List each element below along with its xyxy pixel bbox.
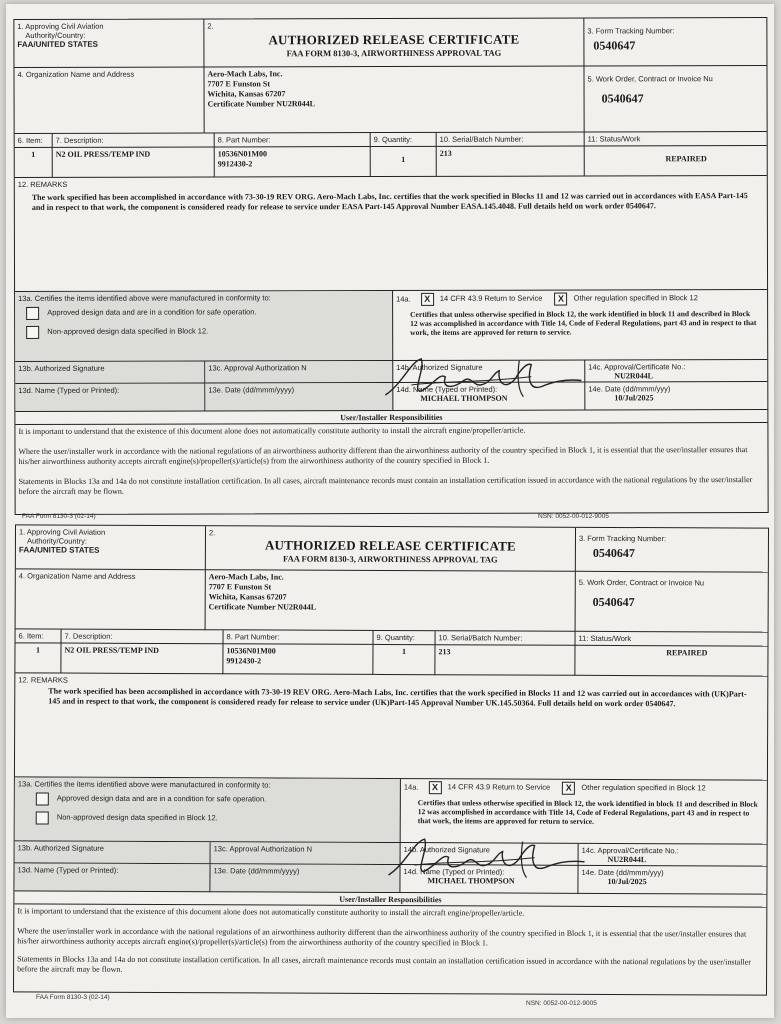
- block-11-label: 11: Status/Work: [585, 132, 767, 146]
- block-7-label: 7. Description:: [62, 630, 224, 645]
- form-2-footer-left: FAA Form 8130-3 (02-14): [36, 994, 110, 1001]
- checkbox-other-regulation[interactable]: X: [562, 782, 575, 795]
- form-title: AUTHORIZED RELEASE CERTIFICATE: [268, 31, 520, 48]
- block-14b-label: 14b. Authorized Signature: [396, 362, 483, 372]
- block-14a-statement: Certifies that unless otherwise specified in Block 12, the work identified in block 11 and described in Block 12 was accomplished in accordance with Title 14, Code of Federal Regulations, part 43 and in respect to that work, the items are approved for return to service.: [417, 798, 758, 826]
- block-13a-label: 13a. Certifies the items identified above were manufactured in conformity to:: [18, 293, 271, 303]
- block-4-label: 4. Organization Name and Address: [18, 571, 136, 581]
- block-10-label: 10. Serial/Batch Number:: [437, 132, 585, 146]
- block-1: [14, 19, 204, 67]
- item-description: N2 OIL PRESS/TEMP IND: [61, 644, 223, 675]
- responsibility-paragraph-2: Where the user/installer work in accordance with the national regulations of an airworthiness authority different than the airworthiness authority of the country specified in Block 1, it is essential that the user/installer ensures that his/her airworthiness authority accepts aircraft engine(s)/propeller(s)/article(s) from the airworthiness authority of the country specified in Block 1.: [17, 926, 747, 948]
- block-13d: 13d. Name (Typed or Printed):: [14, 863, 210, 892]
- responsibilities-title: User/Installer Responsibilities: [14, 891, 766, 907]
- org-city: Wichita, Kansas 67207: [207, 89, 286, 99]
- org-name: Aero-Mach Labs, Inc.: [207, 69, 283, 79]
- block-13a-label: 13a. Certifies the items identified above were manufactured in conformity to:: [17, 779, 271, 790]
- block-14a-label: 14a.: [396, 294, 411, 304]
- block-4-label-cell: [16, 569, 206, 630]
- part-number: [215, 147, 371, 177]
- block-8-label: 8. Part Number:: [224, 630, 374, 645]
- block-13c: 13c. Approval Authorization N: [211, 842, 401, 865]
- org-city: Wichita, Kansas 67207: [208, 592, 287, 602]
- non-approved-design-label: Non-approved design data specified in Block 12.: [56, 813, 218, 823]
- block-14c-label: 14c. Approval/Certificate No.:: [581, 845, 679, 856]
- block-1-label-2: Authority/Country:: [26, 536, 88, 546]
- part-number-2: 9912430-2: [226, 656, 262, 666]
- form-tracking-number: 0540647: [592, 545, 635, 561]
- block-14d-label: 14d. Name (Typed or Printed):: [403, 867, 505, 877]
- quantity: 1: [371, 147, 437, 177]
- block-14e: [578, 866, 766, 895]
- org-street: 7707 E Funston St: [207, 79, 271, 89]
- return-to-service-label: 14 CFR 43.9 Return to Service: [439, 294, 543, 304]
- responsibility-paragraph-2: Where the user/installer work in accordance with the national regulations of an airworthiness authority different than the airworthiness authority of the country specified in Block 1, it is essential that the user/installer ensures that his/her airworthiness authority accepts aircraft engine(s)/propeller(s)/article(s) from the airworthiness authority of the country specified in Block 1.: [18, 445, 748, 466]
- form-subtitle: FAA FORM 8130-3, AIRWORTHINESS APPROVAL TAG: [286, 47, 502, 59]
- handwritten-signature: [384, 833, 594, 882]
- block-14d-label: 14d. Name (Typed or Printed):: [396, 384, 498, 394]
- responsibilities-title: User/Installer Responsibilities: [15, 410, 767, 425]
- block-1: [16, 525, 206, 570]
- block-7-label: 7. Description:: [53, 133, 215, 147]
- organization-address: [204, 66, 584, 133]
- block-6-label: 6. Item:: [16, 629, 62, 643]
- non-approved-design-label: Non-approved design data specified in Block 12.: [47, 326, 209, 337]
- signature-date: 10/Jul/2025: [607, 876, 647, 887]
- approval-certificate-number: NU2R044L: [614, 371, 653, 381]
- part-number-1: 10536N01M00: [217, 149, 268, 159]
- checkbox-approved-design[interactable]: [36, 792, 49, 805]
- signature-date: 10/Jul/2025: [614, 393, 654, 403]
- org-name: Aero-Mach Labs, Inc.: [208, 572, 284, 582]
- block-14c: [579, 844, 767, 867]
- approving-authority: FAA/UNITED STATES: [18, 545, 100, 555]
- block-14b-label: 14b. Authorized Signature: [403, 845, 490, 855]
- approving-authority: FAA/UNITED STATES: [17, 39, 99, 49]
- remarks-text: The work specified has been accomplished in accordance with 73-30-19 REV ORG. Aero-Mach Labs, Inc. certifies that the work specified in Blocks 11 and 12 was carried out in accordances with EASA Part-145 and in respect to that work, the component is considered ready for release to service under EASA Part-145 Approval Number EASA.145.4048. Full details held on work order 0540647.: [31, 191, 748, 212]
- item-number: 1: [15, 148, 53, 178]
- block-2-label: 2.: [208, 528, 216, 538]
- block-9-label: 9. Quantity:: [371, 133, 437, 147]
- work-order-number: 0540647: [601, 91, 644, 106]
- block-13d: 13d. Name (Typed or Printed):: [15, 383, 205, 411]
- checkbox-non-approved-design[interactable]: [26, 326, 39, 339]
- block-5: [584, 66, 766, 132]
- block-1-label: 1. Approving Civil Aviation: [17, 21, 104, 31]
- block-2: [204, 18, 584, 67]
- release-certificate-easa: [13, 17, 768, 515]
- return-to-service-label: 14 CFR 43.9 Return to Service: [447, 782, 551, 793]
- org-street: 7707 E Funston St: [208, 582, 272, 592]
- block-12-label: 12. REMARKS: [17, 179, 68, 189]
- block-14c: [585, 360, 767, 382]
- responsibility-paragraph-1: It is important to understand that the existence of this document alone does not automatically constitute authority to install the aircraft engine/propeller/article.: [17, 906, 525, 918]
- work-order-number: 0540647: [592, 594, 635, 610]
- checkbox-other-regulation[interactable]: X: [555, 293, 568, 306]
- block-5-label: 5. Work Order, Contract or Invoice Nu: [587, 74, 713, 84]
- block-13e: 13e. Date (dd/mmm/yyyy): [205, 383, 393, 411]
- block-13a: [15, 291, 393, 362]
- work-status: REPAIRED: [585, 146, 767, 176]
- work-status: REPAIRED: [575, 646, 767, 677]
- block-8-label: 8. Part Number:: [215, 133, 371, 147]
- checkbox-14cfr-43-9[interactable]: X: [429, 781, 442, 794]
- item-description: N2 OIL PRESS/TEMP IND: [53, 147, 215, 177]
- block-14a-label: 14a.: [403, 782, 419, 792]
- part-number-1: 10536N01M00: [226, 646, 276, 656]
- approved-design-label: Approved design data and are in a condition for safe operation.: [56, 794, 267, 804]
- form-subtitle: FAA FORM 8130-3, AIRWORTHINESS APPROVAL TAG: [283, 553, 498, 565]
- part-number-2: 9912430-2: [217, 159, 253, 169]
- block-4-label-cell: [14, 67, 204, 133]
- responsibility-paragraph-1: It is important to understand that the existence of this document alone does not automatically constitute authority to install the aircraft engine/propeller/article.: [18, 425, 526, 436]
- handwritten-signature: [381, 354, 591, 401]
- paper-sheet: [6, 4, 774, 1018]
- block-2: [206, 526, 576, 572]
- checkbox-non-approved-design[interactable]: [36, 811, 49, 824]
- other-regulation-label: Other regulation specified in Block 12: [581, 783, 706, 793]
- release-certificate-uk: [13, 524, 769, 995]
- form-1-footer-right: NSN: 0052-00-012-9005: [538, 513, 609, 520]
- block-1-label: 1. Approving Civil Aviation: [18, 527, 106, 537]
- block-3: [576, 528, 768, 573]
- block-14a: [393, 290, 767, 361]
- form-2-footer-right: NSN: 0052-00-012-9005: [526, 1000, 597, 1007]
- block-4-label: 4. Organization Name and Address: [17, 69, 135, 79]
- block-3: [584, 18, 766, 66]
- responsibilities-body: [15, 423, 767, 514]
- block-10-label: 10. Serial/Batch Number:: [436, 631, 576, 646]
- block-13e: 13e. Date (dd/mmm/yyyy): [210, 864, 400, 893]
- signer-name: MICHAEL THOMPSON: [420, 393, 508, 403]
- approved-design-label: Approved design data and are in a condition for safe operation.: [47, 307, 257, 318]
- item-number: 1: [15, 643, 61, 673]
- block-14e: [585, 382, 767, 410]
- checkbox-14cfr-43-9[interactable]: X: [421, 293, 434, 306]
- block-13c: 13c. Approval Authorization N: [205, 361, 393, 383]
- block-3-label: 3. Form Tracking Number:: [578, 533, 667, 544]
- org-certificate: Certificate Number NU2R044L: [207, 99, 315, 109]
- remarks-text: The work specified has been accomplished in accordance with 73-30-19 REV ORG. Aero-Mach Labs, Inc. certifies that the work specified in Blocks 11 and 12 was carried out in accordances with (UK)Part-145 and in respect to that work, the component is considered ready for release to service under (UK)Part-145 Approval Number UK.145.50364. Full details held on work order 0540647.: [48, 686, 747, 709]
- form-title: AUTHORIZED RELEASE CERTIFICATE: [264, 537, 516, 554]
- block-6-label: 6. Item:: [15, 134, 53, 148]
- org-certificate: Certificate Number NU2R044L: [208, 602, 317, 612]
- block-9-label: 9. Quantity:: [374, 631, 436, 645]
- part-number: [223, 644, 373, 675]
- checkbox-approved-design[interactable]: [26, 307, 39, 320]
- block-13b: 13b. Authorized Signature: [15, 841, 211, 864]
- form-tracking-number: 0540647: [593, 38, 636, 53]
- block-13a: [15, 777, 401, 843]
- block-12-label: 12. REMARKS: [18, 675, 68, 685]
- block-14e-label: 14e. Date (dd/mmm/yyy): [588, 384, 671, 394]
- responsibility-paragraph-3: Statements in Blocks 13a and 14a do not constitute installation certification. In all cases, aircraft maintenance records must contain an installation certification issued in accordance with the national regulations by the user/installer before the aircraft may be flown.: [18, 475, 753, 496]
- serial-number: 213: [437, 146, 585, 176]
- block-1-label-2: Authority/Country:: [25, 30, 86, 40]
- block-2-label: 2.: [207, 21, 214, 31]
- approval-certificate-number: NU2R044L: [607, 854, 647, 865]
- quantity: 1: [373, 645, 435, 675]
- block-14a-statement: Certifies that unless otherwise specified in Block 12, the work identified in block 11 and described in Block 12 was accomplished in accordance with Title 14, Code of Federal Regulations, part 43 and in respect to that work, the items are approved for return to service.: [410, 309, 757, 337]
- form-1-footer-left: FAA Form 8130-3 (02-14): [22, 513, 96, 520]
- block-12-remarks: [15, 673, 767, 780]
- responsibility-paragraph-3: Statements in Blocks 13a and 14a do not constitute installation certification. In all cases, aircraft maintenance records must contain an installation certification issued in accordance with the national regulations by the user/installer before the aircraft may be flown.: [17, 954, 751, 974]
- block-12-remarks: [15, 176, 767, 292]
- block-11-label: 11: Status/Work: [576, 632, 768, 647]
- signer-name: MICHAEL THOMPSON: [427, 876, 515, 886]
- block-13b: 13b. Authorized Signature: [15, 361, 205, 383]
- organization-address: [206, 570, 576, 632]
- block-5-label: 5. Work Order, Contract or Invoice Nu: [578, 577, 705, 588]
- block-5: [576, 572, 768, 633]
- block-14e-label: 14e. Date (dd/mmm/yyy): [581, 867, 664, 878]
- responsibilities-body: [14, 904, 766, 994]
- serial-number: 213: [435, 645, 575, 676]
- block-14c-label: 14c. Approval/Certificate No.:: [588, 362, 686, 372]
- other-regulation-label: Other regulation specified in Block 12: [573, 293, 698, 304]
- block-3-label: 3. Form Tracking Number:: [587, 26, 675, 36]
